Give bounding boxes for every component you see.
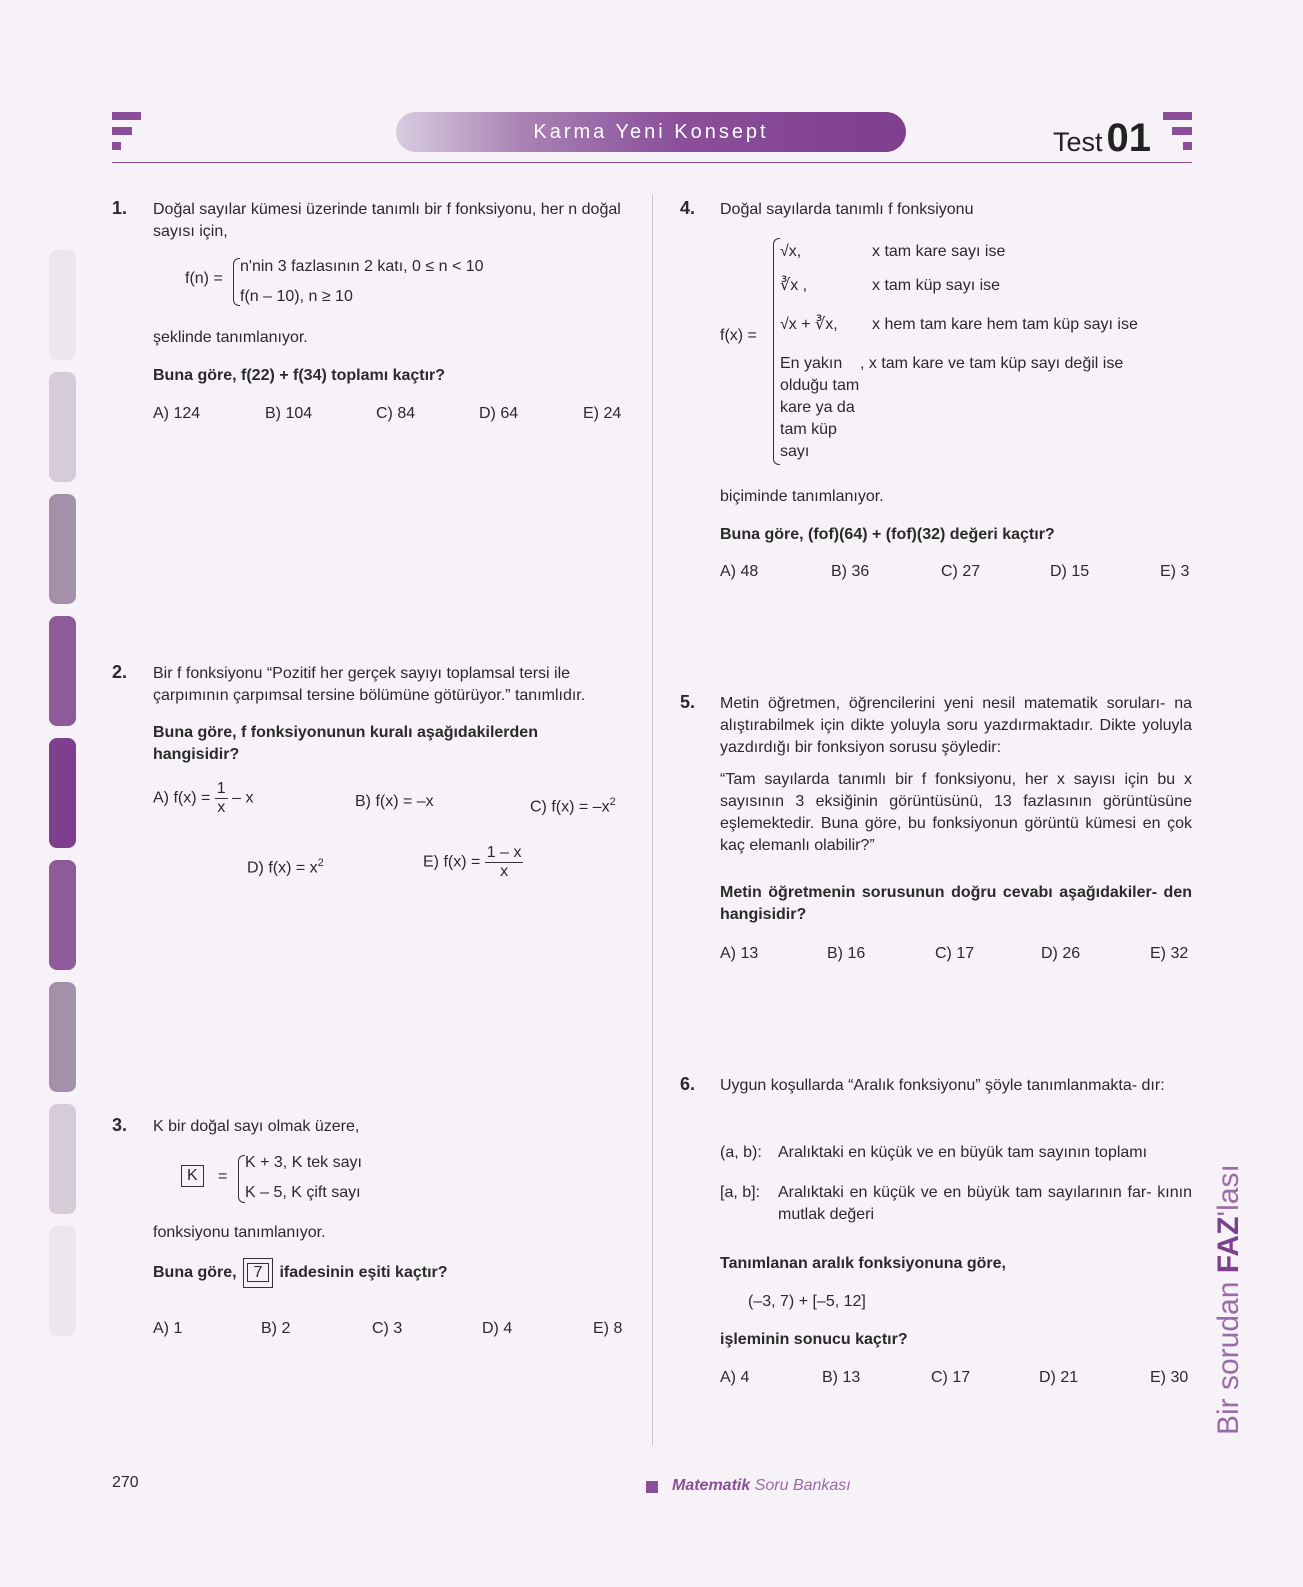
brace <box>238 1155 245 1203</box>
option-c[interactable]: C) 17 <box>931 1369 971 1386</box>
fraction-denominator: x <box>217 799 226 816</box>
brace <box>233 258 240 306</box>
section-banner: Karma Yeni Konsept <box>396 112 906 152</box>
question-quote: “Tam sayılarda tanımlı bir f fonksiyonu, her x sayısı için bu x sayısının 3 eksiğinin görüntüsünü, 13 fazlasının görüntüsüne eşlemektedir. Buna göre, bu fonksiyonun görüntü kümesi en çok kaç elemanlı olabilir?” <box>720 771 1192 854</box>
option-c[interactable] <box>530 791 616 818</box>
case-2: K – 5, K çift sayı <box>245 1184 361 1201</box>
question-after: biçiminde tanımlanıyor. <box>720 488 884 505</box>
question-text: Doğal sayılar kümesi üzerinde tanımlı bir f fonksiyonu, her n doğal sayısı için, <box>153 201 621 240</box>
option-a[interactable]: A) 4 <box>720 1369 750 1386</box>
option-a[interactable]: A) 13 <box>720 945 759 962</box>
question-text: Metin öğretmen, öğrencilerini yeni nesil matematik soruları- na alıştırabilmek için dikte yoluyla soru yazdırmaktadır. Dikte yoluyla yazdırdığı bir fonksiyon sorusu şöyledir: <box>720 695 1192 756</box>
edge-tab <box>49 860 76 970</box>
ask-pre: Buna göre, <box>153 1264 237 1281</box>
option-a-label: A) f(x) = <box>153 789 211 807</box>
fraction-numerator: 1 – x <box>486 844 522 861</box>
option-c[interactable]: C) 17 <box>935 945 975 962</box>
question-number: 5. <box>680 692 696 712</box>
option-a[interactable]: A) 1 <box>153 1320 183 1337</box>
edge-tab <box>49 1226 76 1336</box>
function-label: f(n) = <box>185 270 223 287</box>
book-title <box>672 1477 851 1495</box>
option-b[interactable]: B) f(x) = –x <box>355 793 434 810</box>
option-e[interactable]: E) 8 <box>593 1320 623 1337</box>
case-1: K + 3, K tek sayı <box>245 1154 362 1171</box>
option-d[interactable]: D) 21 <box>1039 1369 1079 1386</box>
option-d[interactable] <box>247 852 324 879</box>
option-d[interactable]: D) 4 <box>482 1320 513 1337</box>
option-e-label: E) f(x) = <box>423 853 481 871</box>
header-divider <box>112 162 1192 163</box>
edge-tab <box>49 1104 76 1214</box>
header-logo-right <box>1162 112 1192 152</box>
option-b[interactable]: B) 16 <box>827 945 866 962</box>
fraction-denominator: x <box>500 863 509 880</box>
fraction-numerator: 1 <box>216 780 226 797</box>
question-text: Bir f fonksiyonu “Pozitif her gerçek sayıyı toplamsal tersi ile çarpımının çarpımsal tersine bölümüne götürüyor.” tanımlıdır. <box>153 665 586 704</box>
option-e[interactable]: E) 3 <box>1160 563 1190 580</box>
option-d[interactable]: D) 26 <box>1041 945 1081 962</box>
option-b[interactable]: B) 104 <box>265 405 313 422</box>
option-e[interactable]: E) 30 <box>1150 1369 1189 1386</box>
book-title-rest: Soru Bankası <box>750 1477 851 1494</box>
side-slogan-post: 'lası <box>1212 1164 1245 1217</box>
edge-tab <box>49 616 76 726</box>
def-1-key: (a, b): <box>720 1144 762 1161</box>
case-1-cond: x tam kare sayı ise <box>872 243 1006 260</box>
option-a[interactable]: A) 124 <box>153 405 201 422</box>
option-b[interactable]: B) 2 <box>261 1320 291 1337</box>
case-2: f(n – 10), n ≥ 10 <box>240 288 353 305</box>
book-title-bold: Matematik <box>672 1477 751 1494</box>
question-text: Uygun koşullarda “Aralık fonksiyonu” şöyle tanımlanmakta- dır: <box>720 1077 1165 1094</box>
question-text: K bir doğal sayı olmak üzere, <box>153 1118 360 1135</box>
option-c-label: C) f(x) = –x <box>530 798 610 816</box>
boxed-k <box>181 1165 204 1187</box>
option-c[interactable]: C) 84 <box>376 405 416 422</box>
option-c[interactable]: C) 3 <box>372 1320 403 1337</box>
option-d-label: D) f(x) = x <box>247 859 318 877</box>
question-number: 4. <box>680 198 696 218</box>
def-2-key: [a, b]: <box>720 1184 761 1201</box>
case-3-expr: √x + ∛x, <box>780 316 838 333</box>
edge-tab <box>49 494 76 604</box>
edge-tab <box>49 738 76 848</box>
option-c[interactable]: C) 27 <box>941 563 981 580</box>
question-after: şeklinde tanımlanıyor. <box>153 329 308 346</box>
edge-tab <box>49 372 76 482</box>
option-b[interactable]: B) 36 <box>831 563 870 580</box>
option-a[interactable] <box>153 780 254 817</box>
equals: = <box>218 1168 228 1185</box>
question-after: fonksiyonu tanımlanıyor. <box>153 1224 326 1241</box>
question-ask: Buna göre, f fonksiyonunun kuralı aşağıdakilerden hangisidir? <box>153 724 538 763</box>
question-number: 2. <box>112 662 128 682</box>
question-ask: Buna göre, (fof)(64) + (fof)(32) değeri kaçtır? <box>720 526 1055 543</box>
side-slogan <box>1212 1164 1246 1435</box>
double-box-value: 7 <box>247 1263 270 1282</box>
question-text: Doğal sayılarda tanımlı f fonksiyonu <box>720 201 974 218</box>
def-1-value: Aralıktaki en küçük ve en büyük tam sayının toplamı <box>778 1144 1148 1161</box>
option-d[interactable]: D) 15 <box>1050 563 1090 580</box>
question-number: 3. <box>112 1115 128 1135</box>
test-number: 01 <box>1106 116 1152 160</box>
option-e[interactable]: E) 32 <box>1150 945 1189 962</box>
option-d[interactable]: D) 64 <box>479 405 519 422</box>
page-number: 270 <box>112 1474 139 1491</box>
test-prefix: Test <box>1053 127 1103 157</box>
column-divider <box>652 195 653 1445</box>
expression: (–3, 7) + [–5, 12] <box>748 1293 866 1310</box>
brace <box>773 238 780 465</box>
option-e[interactable] <box>423 844 523 881</box>
question-ask <box>153 1258 448 1288</box>
function-label: f(x) = <box>720 327 757 344</box>
side-slogan-bold: FAZ <box>1212 1216 1245 1274</box>
option-e[interactable]: E) 24 <box>583 405 622 422</box>
test-label <box>1053 116 1151 161</box>
superscript: 2 <box>317 857 324 869</box>
case-2-cond: x tam küp sayı ise <box>872 277 1001 294</box>
option-a-rest: – x <box>232 789 254 807</box>
case-3-cond: x hem tam kare hem tam küp sayı ise <box>872 316 1138 333</box>
def-2-value: Aralıktaki en küçük ve en büyük tam sayılarının far- kının mutlak değeri <box>778 1184 1192 1223</box>
ask-post: ifadesinin eşiti kaçtır? <box>279 1264 448 1281</box>
question-ask: Metin öğretmenin sorusunun doğru cevabı aşağıdakiler- den hangisidir? <box>720 884 1192 923</box>
boxed-k-label: K <box>181 1165 204 1187</box>
option-b[interactable]: B) 13 <box>822 1369 861 1386</box>
footer-square-icon <box>646 1481 658 1493</box>
side-slogan-pre: Bir sorudan <box>1212 1273 1245 1435</box>
case-1-expr: √x, <box>780 243 802 260</box>
question-ask: Tanımlanan aralık fonksiyonuna göre, <box>720 1255 1006 1272</box>
option-a[interactable]: A) 48 <box>720 563 759 580</box>
superscript: 2 <box>609 796 616 808</box>
case-4-expr: En yakın olduğu tam kare ya da tam küp sayı <box>780 355 860 460</box>
case-2-expr: ∛x , <box>780 277 808 294</box>
question-number: 6. <box>680 1074 696 1094</box>
question-ask-2: işleminin sonucu kaçtır? <box>720 1331 908 1348</box>
double-box <box>243 1258 274 1288</box>
question-ask: Buna göre, f(22) + f(34) toplamı kaçtır? <box>153 367 446 384</box>
edge-tab <box>49 982 76 1092</box>
question-number: 1. <box>112 198 128 218</box>
edge-tab <box>49 250 76 360</box>
case-4-cond: , x tam kare ve tam küp sayı değil ise <box>860 355 1124 372</box>
case-1: n'nin 3 fazlasının 2 katı, 0 ≤ n < 10 <box>240 258 484 275</box>
header-logo-left <box>112 112 142 152</box>
